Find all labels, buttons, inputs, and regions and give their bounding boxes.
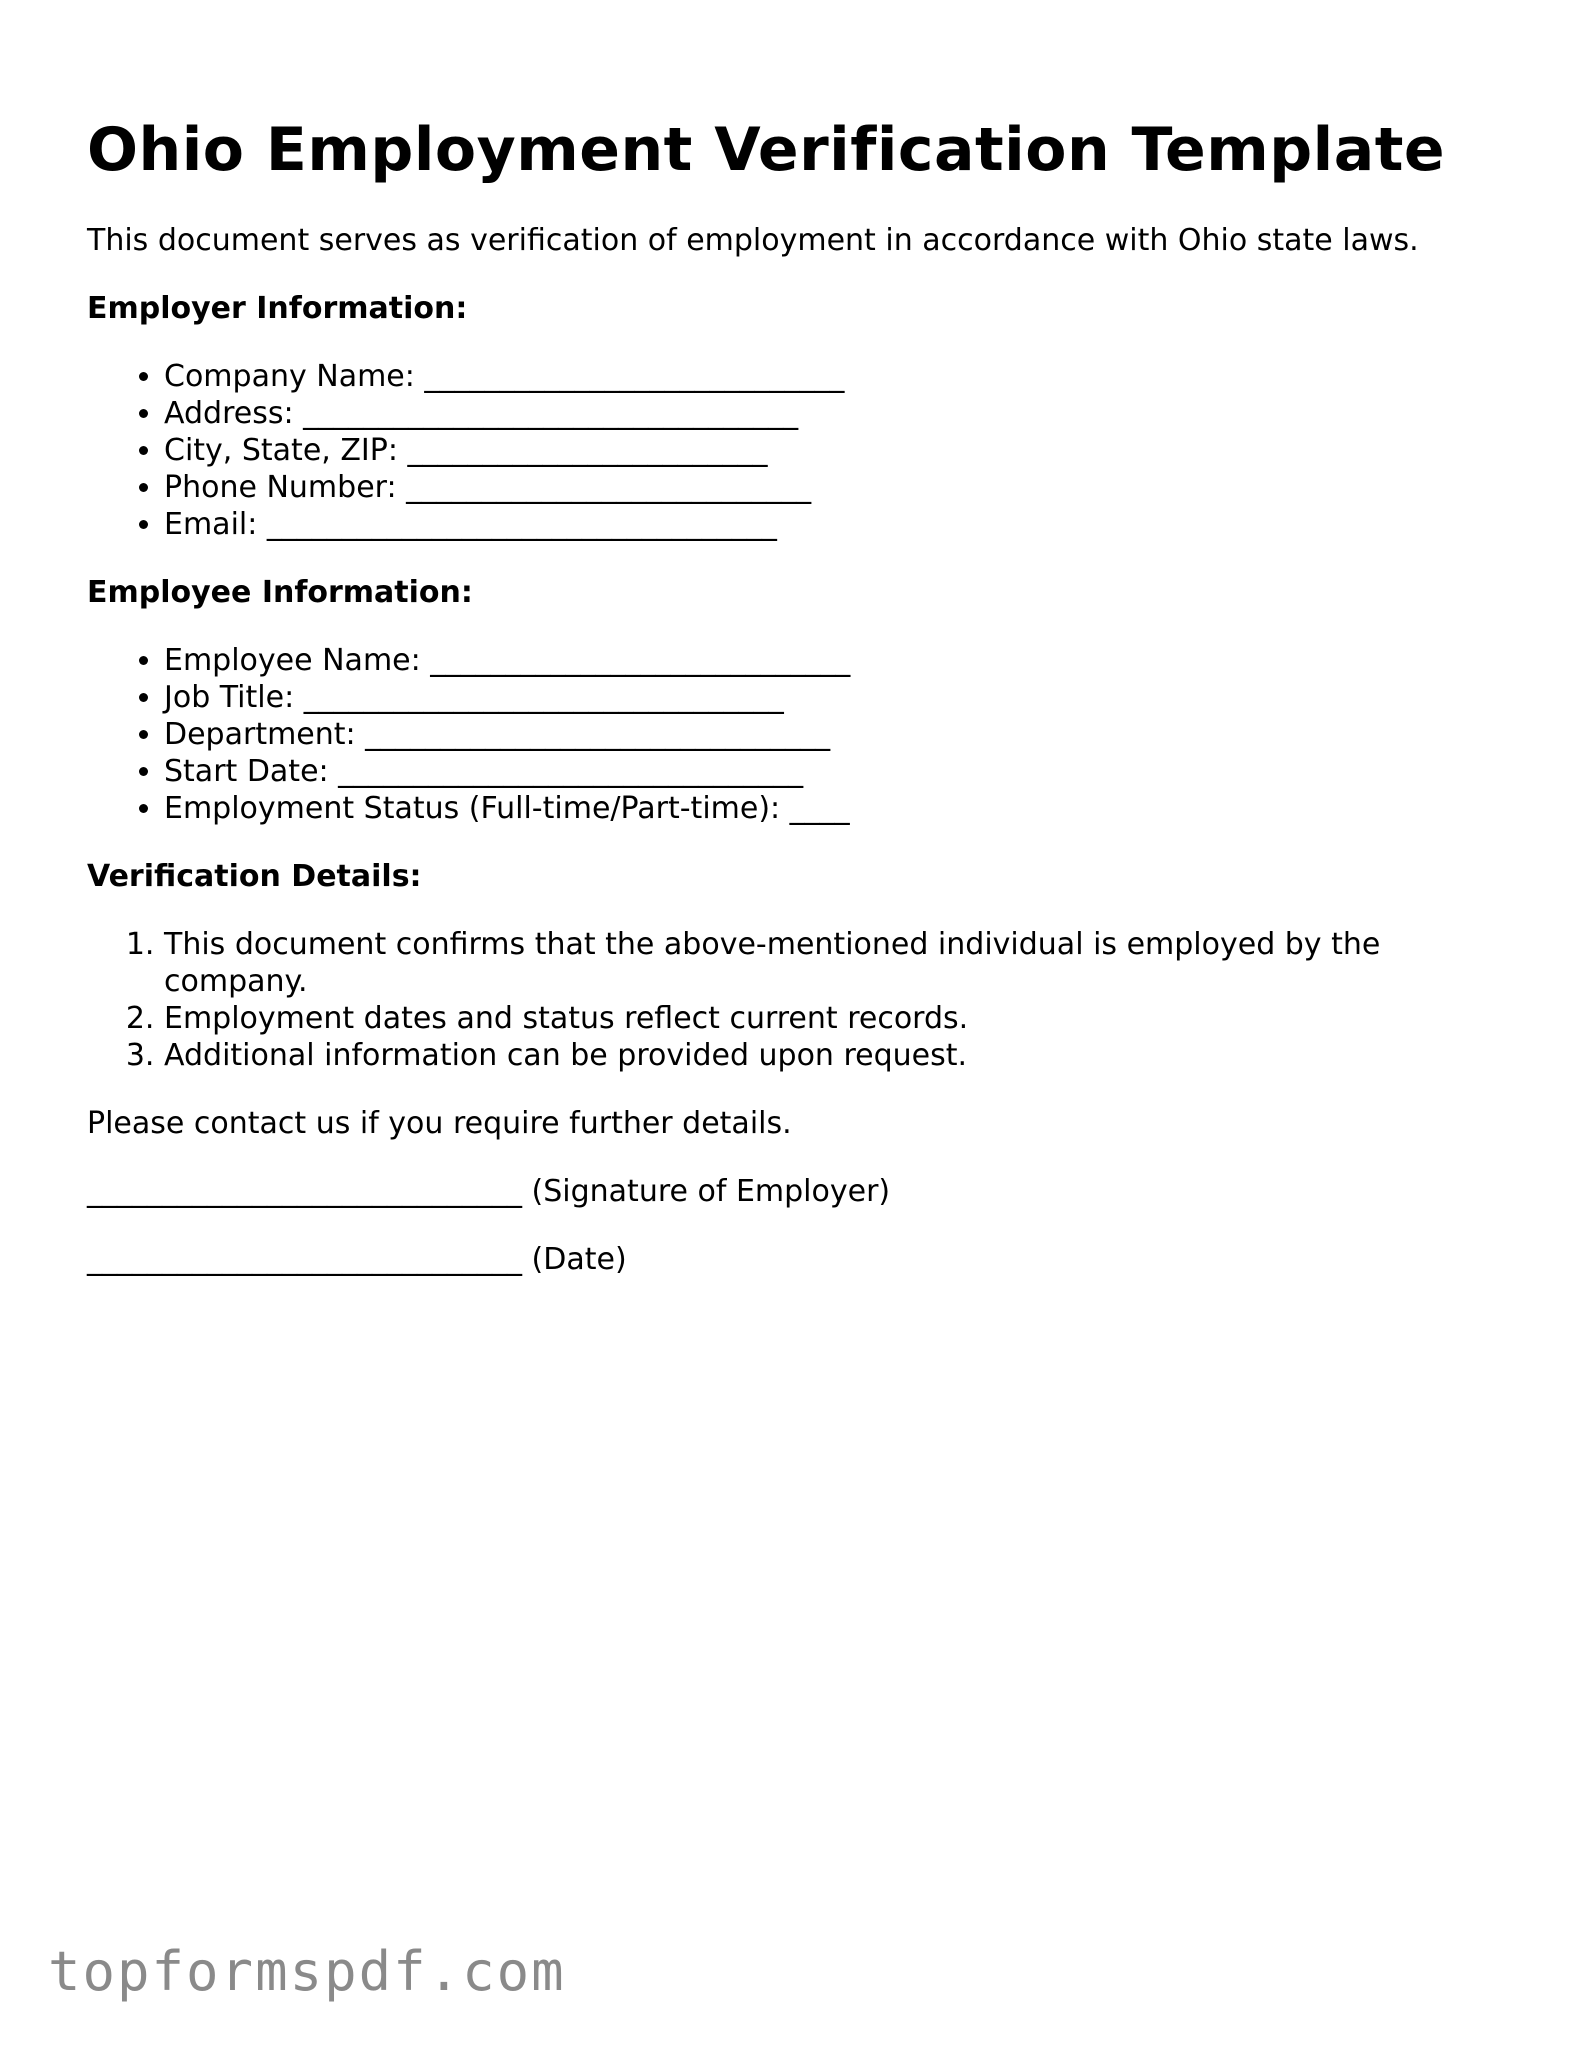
verification-item: 2. Employment dates and status reflect current records. xyxy=(164,1000,1507,1037)
intro-paragraph: This document serves as verification of employment in accordance with Ohio state laws. xyxy=(87,223,1419,258)
job-title-field: • Job Title: ________________________________ xyxy=(164,679,1507,716)
signature-line: _____________________________ (Signature of Employer) xyxy=(87,1174,891,1209)
company-name-field: • Company Name: ____________________________ xyxy=(164,358,1507,395)
watermark-text: topformspdf.com xyxy=(48,1940,566,2003)
employer-information-list xyxy=(87,358,1507,543)
employee-name-field: • Employee Name: ____________________________ xyxy=(164,642,1507,679)
department-field: • Department: _______________________________ xyxy=(164,716,1507,753)
employment-status-field: • Employment Status (Full-time/Part-time): ____ xyxy=(164,790,1507,827)
start-date-field: • Start Date: _______________________________ xyxy=(164,753,1507,790)
employee-information-list xyxy=(87,642,1507,827)
verification-details-list xyxy=(87,926,1507,1074)
verification-item: 3. Additional information can be provided upon request. xyxy=(164,1037,1507,1074)
date-line: _____________________________ (Date) xyxy=(87,1242,627,1277)
employee-information-heading: Employee Information: xyxy=(87,575,473,610)
document-page xyxy=(87,108,1507,1309)
email-field: • Email: __________________________________ xyxy=(164,506,1507,543)
document-title: Ohio Employment Verification Template xyxy=(87,115,1446,185)
city-state-zip-field: • City, State, ZIP: ________________________ xyxy=(164,432,1507,469)
verification-details-heading: Verification Details: xyxy=(87,859,422,894)
address-field: • Address: _________________________________ xyxy=(164,395,1507,432)
phone-number-field: • Phone Number: ___________________________ xyxy=(164,469,1507,506)
closing-paragraph: Please contact us if you require further details. xyxy=(87,1106,792,1141)
employer-information-heading: Employer Information: xyxy=(87,291,468,326)
verification-item: 1. This document confirms that the above-mentioned individual is employed by the company. xyxy=(164,926,1507,1000)
